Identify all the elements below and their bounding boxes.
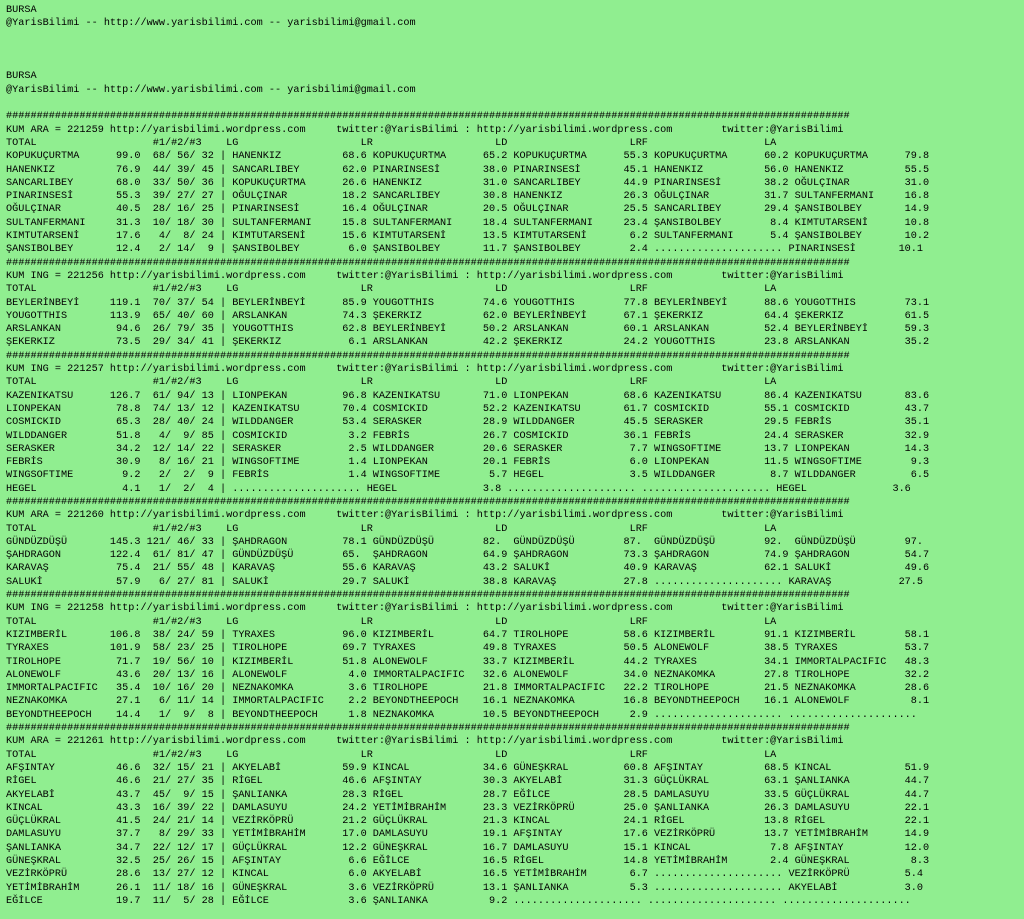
result-row: NEZNAKOMKA 27.1 6/ 11/ 14 | IMMORTALPACIFIC 2.2 BEYONDTHEEPOCH 16.1 NEZNAKOMKA 16.8 BEYONDTHEEPOCH 16.1 ALONEWOLF 8.1 <box>6 696 930 708</box>
text-line <box>6 31 1024 44</box>
column-header-line: TOTAL #1/#2/#3 LG LR LD LRF LA <box>6 749 777 761</box>
result-row: SALUKİ 57.9 6/ 27/ 81 | SALUKİ 29.7 SALUKİ 38.8 KARAVAŞ 27.8 ..................... KARAVAŞ 27.5 <box>6 576 924 588</box>
column-header-line: TOTAL #1/#2/#3 LG LR LD LRF LA <box>6 377 777 389</box>
result-row: KARAVAŞ 75.4 21/ 55/ 48 | KARAVAŞ 55.6 KARAVAŞ 43.2 SALUKİ 40.9 KARAVAŞ 62.1 SALUKİ 49.6 <box>6 563 930 575</box>
result-row: KIZIMBERİL 106.8 38/ 24/ 59 | TYRAXES 96.0 KIZIMBERİL 64.7 TIROLHOPE 58.6 KIZIMBERİL 91.1 KIZIMBERİL 58.1 <box>6 629 930 641</box>
race-header-line: KUM ING = 221256 http://yarisbilimi.wordpress.com twitter:@YarisBilimi : http://yarisbilimi.wordpress.com twitter:@YarisBilimi <box>6 270 844 282</box>
result-row: FEBRİS 30.9 8/ 16/ 21 | WINGSOFTIME 1.4 LIONPEKAN 20.1 FEBRİS 6.0 LIONPEKAN 11.5 WINGSOFTIME 9.3 <box>6 457 930 469</box>
result-row: SULTANFERMANI 31.3 10/ 18/ 30 | SULTANFERMANI 15.8 SULTANFERMANI 18.4 SULTANFERMANI 23.4 ŞANSIBOLBEY 8.4 KIMTUTARSENİ 10.8 <box>6 217 930 229</box>
separator-line: ########################################################################################################################################## <box>6 257 850 269</box>
column-header-line: TOTAL #1/#2/#3 LG LR LD LRF LA <box>6 137 777 149</box>
result-row: SANCARLIBEY 68.0 33/ 50/ 36 | KOPUKUÇURTMA 26.6 HANENKIZ 31.0 SANCARLIBEY 44.9 PINARINSESİ 38.2 OĞULÇINAR 31.0 <box>6 177 930 189</box>
result-row: KOPUKUÇURTMA 99.0 68/ 56/ 32 | HANENKIZ 68.6 KOPUKUÇURTMA 65.2 KOPUKUÇURTMA 55.3 KOPUKUÇURTMA 60.2 KOPUKUÇURTMA 79.8 <box>6 151 930 163</box>
result-row: RİGEL 46.6 21/ 27/ 35 | RİGEL 46.6 AFŞINTAY 30.3 AKYELABİ 31.3 GÜÇLÜKRAL 63.1 ŞANLIANKA 44.7 <box>6 776 930 788</box>
contact-line: @YarisBilimi -- http://www.yarisbilimi.com -- yarisbilimi@gmail.com <box>6 18 416 30</box>
race-header-line: KUM ING = 221257 http://yarisbilimi.wordpress.com twitter:@YarisBilimi : http://yarisbilimi.wordpress.com twitter:@YarisBilimi <box>6 364 844 376</box>
result-row: KAZENIKATSU 126.7 61/ 94/ 13 | LIONPEKAN 96.8 KAZENIKATSU 71.0 LIONPEKAN 68.6 KAZENIKATSU 86.4 KAZENIKATSU 83.6 <box>6 390 930 402</box>
result-row: AFŞINTAY 46.6 32/ 15/ 21 | AKYELABİ 59.9 KINCAL 34.6 GÜNEŞKRAL 60.8 AFŞINTAY 68.5 KINCAL 51.9 <box>6 762 930 774</box>
result-row: WINGSOFTIME 9.2 2/ 2/ 9 | FEBRİS 1.4 WINGSOFTIME 5.7 HEGEL 3.5 WILDDANGER 8.7 WILDDANGER 6.5 <box>6 470 930 482</box>
result-row: GÜNEŞKRAL 32.5 25/ 26/ 15 | AFŞINTAY 6.6 EĞİLCE 16.5 RİGEL 14.8 YETİMİBRAHİM 2.4 GÜNEŞKRAL 8.3 <box>6 856 930 867</box>
race-header-line: KUM ARA = 221259 http://yarisbilimi.wordpress.com twitter:@YarisBilimi : http://yarisbilimi.wordpress.com twitter:@YarisBilimi <box>6 124 844 136</box>
result-row: BEYONDTHEEPOCH 14.4 1/ 9/ 8 | BEYONDTHEEPOCH 1.8 NEZNAKOMKA 10.5 BEYONDTHEEPOCH 2.9 ..................... ..................... <box>6 709 917 721</box>
result-row: OĞULÇINAR 40.5 28/ 16/ 25 | PINARINSESİ 16.4 OĞULÇINAR 20.5 OĞULÇINAR 25.5 SANCARLIBEY 29.4 ŞANSIBOLBEY 14.9 <box>6 204 930 216</box>
text-line <box>6 44 1024 57</box>
race-header-line: KUM ARA = 221261 http://yarisbilimi.wordpress.com twitter:@YarisBilimi : http://yarisbilimi.wordpress.com twitter:@YarisBilimi <box>6 736 844 748</box>
separator-line: ########################################################################################################################################## <box>6 350 850 362</box>
result-row: WILDDANGER 51.8 4/ 9/ 85 | COSMICKID 3.2 FEBRİS 26.7 COSMICKID 36.1 FEBRİS 24.4 SERASKER 32.9 <box>6 430 930 442</box>
result-row: AKYELABİ 43.7 45/ 9/ 15 | ŞANLIANKA 28.3 RİGEL 28.7 EĞİLCE 28.5 DAMLASUYU 33.5 GÜÇLÜKRAL 44.7 <box>6 789 930 801</box>
result-row: YETİMİBRAHİM 26.1 11/ 18/ 16 | GÜNEŞKRAL 3.6 VEZİRKÖPRÜ 13.1 ŞANLIANKA 5.3 ..................... AKYELABİ 3.0 <box>6 882 924 894</box>
result-row: TYRAXES 101.9 58/ 23/ 25 | TIROLHOPE 69.7 TYRAXES 49.8 TYRAXES 50.5 ALONEWOLF 38.5 TYRAXES 53.7 <box>6 643 930 655</box>
result-row: VEZİRKÖPRÜ 28.6 13/ 27/ 12 | KINCAL 6.0 AKYELABİ 16.5 YETİMİBRAHİM 6.7 ..................... VEZİRKÖPRÜ 5.4 <box>6 869 924 881</box>
result-row: ŞAHDRAGON 122.4 61/ 81/ 47 | GÜNDÜZDÜŞÜ 65. ŞAHDRAGON 64.9 ŞAHDRAGON 73.3 ŞAHDRAGON 74.9 ŞAHDRAGON 54.7 <box>6 550 930 562</box>
result-row: GÜNDÜZDÜŞÜ 145.3 121/ 46/ 33 | ŞAHDRAGON 78.1 GÜNDÜZDÜŞÜ 82. GÜNDÜZDÜŞÜ 87. GÜNDÜZDÜŞÜ 92. GÜNDÜZDÜŞÜ 97. <box>6 536 924 548</box>
separator-line: ########################################################################################################################################## <box>6 111 850 123</box>
result-row: DAMLASUYU 37.7 8/ 29/ 33 | YETİMİBRAHİM 17.0 DAMLASUYU 19.1 AFŞINTAY 17.6 VEZİRKÖPRÜ 13.7 YETİMİBRAHİM 14.9 <box>6 829 930 841</box>
city-title: BURSA <box>6 5 37 16</box>
result-row: HANENKIZ 76.9 44/ 39/ 45 | SANCARLIBEY 62.0 PINARINSESİ 38.0 PINARINSESİ 45.1 HANENKIZ 56.0 HANENKIZ 55.5 <box>6 164 930 176</box>
column-header-line: TOTAL #1/#2/#3 LG LR LD LRF LA <box>6 616 777 628</box>
race-header-line: KUM ING = 221258 http://yarisbilimi.wordpress.com twitter:@YarisBilimi : http://yarisbilimi.wordpress.com twitter:@YarisBilimi <box>6 603 844 615</box>
result-row: PINARINSESİ 55.3 39/ 27/ 27 | OĞULÇINAR 18.2 SANCARLIBEY 30.8 HANENKIZ 26.3 OĞULÇINAR 31.7 SULTANFERMANI 16.8 <box>6 191 930 203</box>
result-row: ŞANSIBOLBEY 12.4 2/ 14/ 9 | ŞANSIBOLBEY 6.0 ŞANSIBOLBEY 11.7 ŞANSIBOLBEY 2.4 ..................... PINARINSESİ 10.1 <box>6 244 924 256</box>
city-title: BURSA <box>6 71 37 83</box>
result-row: ŞANLIANKA 34.7 22/ 12/ 17 | GÜÇLÜKRAL 12.2 GÜNEŞKRAL 16.7 DAMLASUYU 15.1 KINCAL 7.8 AFŞINTAY 12.0 <box>6 842 930 854</box>
result-row: ALONEWOLF 43.6 20/ 13/ 16 | ALONEWOLF 4.0 IMMORTALPACIFIC 32.6 ALONEWOLF 34.0 NEZNAKOMKA 27.8 TIROLHOPE 32.2 <box>6 669 930 681</box>
result-row: IMMORTALPACIFIC 35.4 10/ 16/ 20 | NEZNAKOMKA 3.6 TIROLHOPE 21.8 IMMORTALPACIFIC 22.2 TIROLHOPE 21.5 NEZNAKOMKA 28.6 <box>6 683 930 695</box>
result-row: YOUGOTTHIS 113.9 65/ 40/ 60 | ARSLANKAN 74.3 ŞEKERKIZ 62.0 BEYLERİNBEYİ 67.1 ŞEKERKIZ 64.4 ŞEKERKIZ 61.5 <box>6 310 930 322</box>
result-row: LIONPEKAN 78.8 74/ 13/ 12 | KAZENIKATSU 70.4 COSMICKID 52.2 KAZENIKATSU 61.7 COSMICKID 55.1 COSMICKID 43.7 <box>6 403 930 415</box>
result-row: HEGEL 4.1 1/ 2/ 4 | ..................... HEGEL 3.8 ..................... ..................... HEGEL 3.6 <box>6 483 911 495</box>
race-header-line: KUM ARA = 221260 http://yarisbilimi.wordpress.com twitter:@YarisBilimi : http://yarisbilimi.wordpress.com twitter:@YarisBilimi <box>6 510 844 522</box>
result-row: EĞİLCE 19.7 11/ 5/ 28 | EĞİLCE 3.6 ŞANLIANKA 9.2 ..................... ..................... ..................... <box>6 895 911 907</box>
result-row: BEYLERİNBEYİ 119.1 70/ 37/ 54 | BEYLERİNBEYİ 85.9 YOUGOTTHIS 74.6 YOUGOTTHIS 77.8 BEYLERİNBEYİ 88.6 YOUGOTTHIS 73.1 <box>6 297 930 309</box>
separator-line: ########################################################################################################################################## <box>6 590 850 602</box>
text-line <box>6 97 1024 110</box>
result-row: KINCAL 43.3 16/ 39/ 22 | DAMLASUYU 24.2 YETİMİBRAHİM 23.3 VEZİRKÖPRÜ 25.0 ŞANLIANKA 26.3 DAMLASUYU 22.1 <box>6 802 930 814</box>
result-row: GÜÇLÜKRAL 41.5 24/ 21/ 14 | VEZİRKÖPRÜ 21.2 GÜÇLÜKRAL 21.3 KINCAL 24.1 RİGEL 13.8 RİGEL 22.1 <box>6 816 930 828</box>
result-row: ARSLANKAN 94.6 26/ 79/ 35 | YOUGOTTHIS 62.8 BEYLERİNBEYİ 50.2 ARSLANKAN 60.1 ARSLANKAN 52.4 BEYLERİNBEYİ 59.3 <box>6 324 930 336</box>
text-line <box>6 57 1024 70</box>
column-header-line: TOTAL #1/#2/#3 LG LR LD LRF LA <box>6 523 777 535</box>
column-header-line: TOTAL #1/#2/#3 LG LR LD LRF LA <box>6 284 777 296</box>
result-row: SERASKER 34.2 12/ 14/ 22 | SERASKER 2.5 WILDDANGER 20.6 SERASKER 7.7 WINGSOFTIME 13.7 LIONPEKAN 14.3 <box>6 443 930 455</box>
contact-line: @YarisBilimi -- http://www.yarisbilimi.com -- yarisbilimi@gmail.com <box>6 84 416 96</box>
result-row: ŞEKERKIZ 73.5 29/ 34/ 41 | ŞEKERKIZ 6.1 ARSLANKAN 42.2 ŞEKERKIZ 24.2 YOUGOTTHIS 23.8 ARSLANKAN 35.2 <box>6 337 930 349</box>
separator-line: ########################################################################################################################################## <box>6 723 850 735</box>
result-row: TIROLHOPE 71.7 19/ 56/ 10 | KIZIMBERİL 51.8 ALONEWOLF 33.7 KIZIMBERİL 44.2 TYRAXES 34.1 IMMORTALPACIFIC 48.3 <box>6 656 930 668</box>
result-row: KIMTUTARSENİ 17.6 4/ 8/ 24 | KIMTUTARSENİ 15.6 KIMTUTARSENİ 13.5 KIMTUTARSENİ 6.2 SULTANFERMANI 5.4 ŞANSIBOLBEY 10.2 <box>6 231 930 243</box>
separator-line: ########################################################################################################################################## <box>6 496 850 508</box>
result-row: COSMICKID 65.3 28/ 40/ 24 | WILDDANGER 53.4 SERASKER 28.9 WILDDANGER 45.5 SERASKER 29.5 FEBRİS 35.1 <box>6 417 930 429</box>
